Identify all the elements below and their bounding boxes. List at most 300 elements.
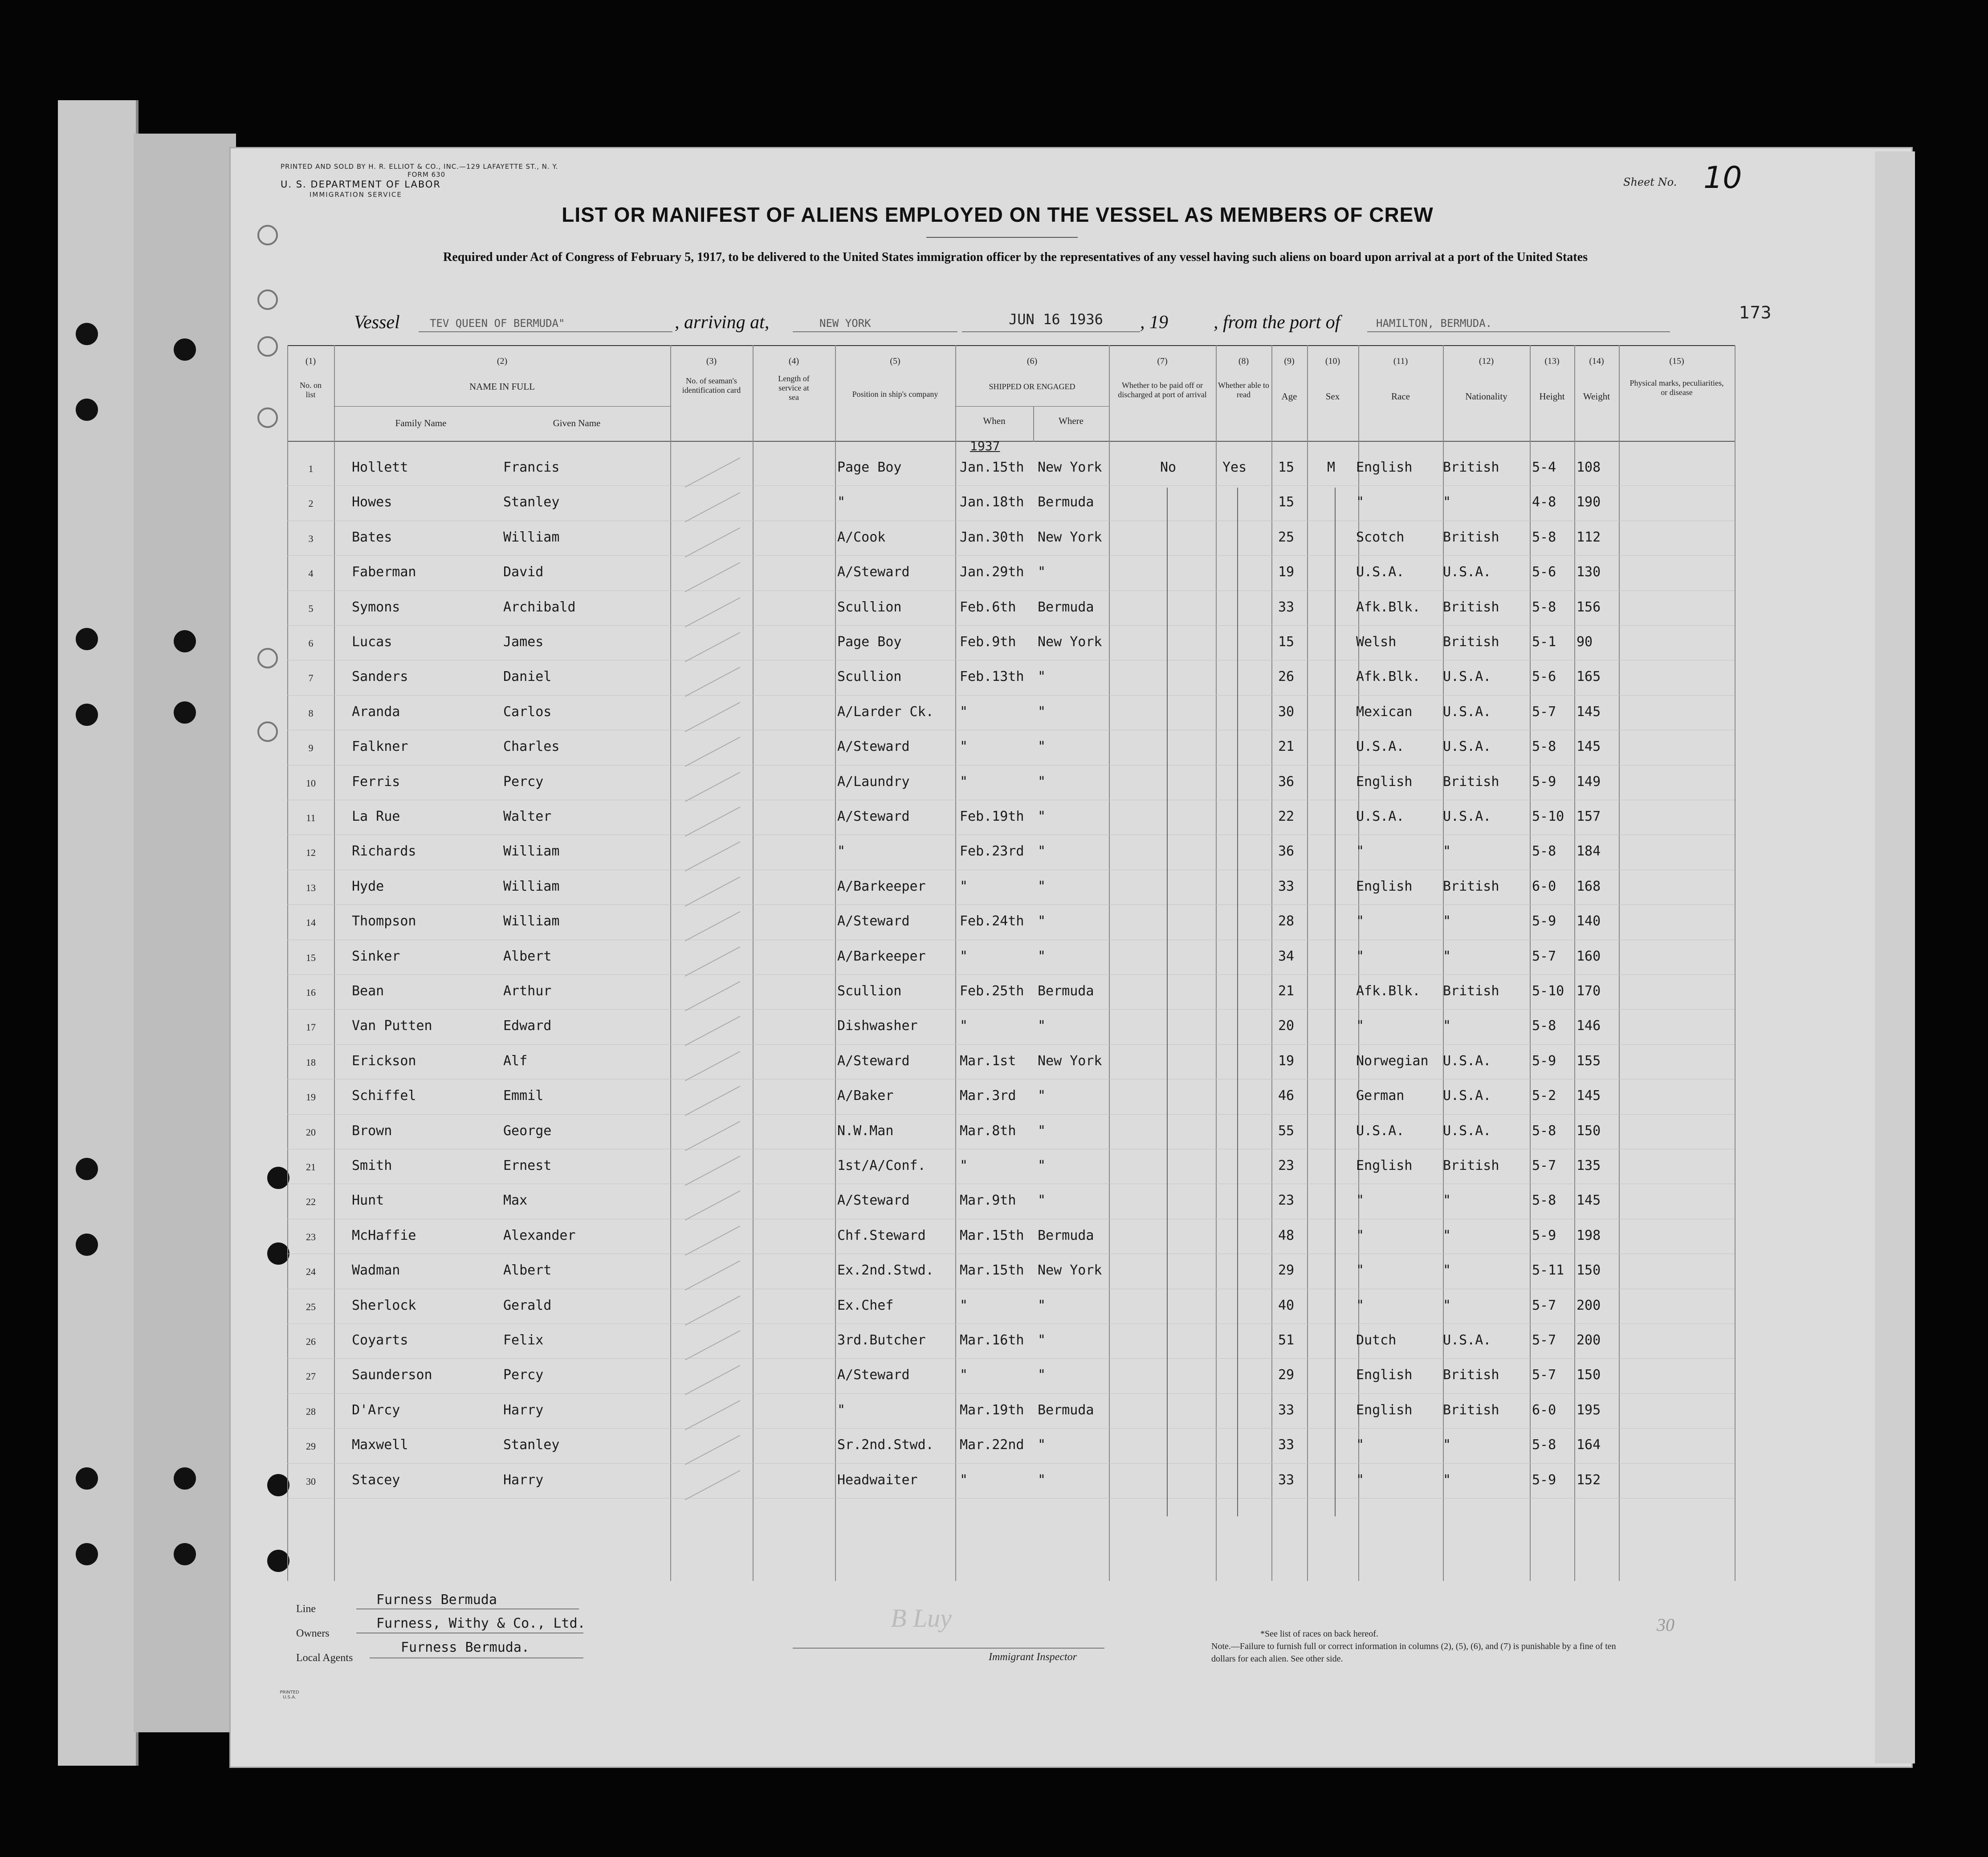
cell-given: Max	[503, 1193, 528, 1209]
cell-height: 5-7	[1532, 948, 1556, 964]
year-label: , 19	[1140, 312, 1168, 333]
cell-weight: 112	[1577, 529, 1601, 545]
cell-position: A/Barkeeper	[837, 948, 926, 964]
cell-where: "	[1038, 1123, 1046, 1139]
cell-family: Lucas	[352, 634, 392, 650]
cell-height: 5-9	[1532, 1227, 1556, 1243]
row-rule	[287, 625, 1735, 626]
col-number-13: (13)	[1544, 356, 1560, 366]
header-where: Where	[1059, 415, 1084, 426]
cell-nationality: "	[1443, 1018, 1451, 1034]
title-divider	[926, 237, 1078, 238]
row-rule	[287, 555, 1735, 556]
date-stamp: JUN 16 1936	[1009, 311, 1103, 328]
cell-position: Ex.Chef	[837, 1297, 894, 1313]
cell-position: A/Larder Ck.	[837, 704, 934, 720]
row-number: 5	[308, 603, 314, 614]
ditto-line-sex	[1335, 488, 1336, 1516]
cell-height: 5-8	[1532, 1193, 1556, 1209]
cell-weight: 184	[1577, 843, 1601, 859]
cell-race: Norwegian	[1356, 1053, 1429, 1069]
cell-where: New York	[1038, 1053, 1102, 1069]
header-shipped-or-engaged: SHIPPED OR ENGAGED	[989, 382, 1075, 391]
cell-position: Headwaiter	[837, 1472, 918, 1488]
cell-nationality: "	[1443, 948, 1451, 964]
cell-where: "	[1038, 739, 1046, 755]
col-number-11: (11)	[1393, 356, 1408, 366]
cell-age: 33	[1278, 1437, 1295, 1453]
cell-where: "	[1038, 1297, 1046, 1313]
row-number: 1	[308, 463, 314, 474]
col-number-2: (2)	[497, 356, 508, 366]
row-number: 16	[306, 987, 316, 998]
cell-where: "	[1038, 1437, 1046, 1453]
cell-when: "	[960, 948, 968, 964]
cell-height: 5-6	[1532, 669, 1556, 685]
cell-family: Erickson	[352, 1053, 416, 1069]
header-subrule	[955, 406, 1109, 407]
cell-age: 19	[1278, 564, 1295, 580]
row-number: 7	[308, 672, 314, 684]
table-header-rule	[287, 441, 1735, 442]
punch-hole	[257, 225, 278, 245]
header-paid-off: Whether to be paid off or discharged at port of arrival	[1118, 381, 1207, 399]
cell-given: David	[503, 564, 544, 580]
cell-weight: 145	[1577, 704, 1601, 720]
row-number: 8	[308, 707, 314, 719]
cell-where: "	[1038, 1332, 1046, 1348]
cell-nationality: "	[1443, 1227, 1451, 1243]
punch-hole	[257, 407, 278, 428]
cell-where: "	[1038, 1367, 1046, 1383]
cell-given: George	[503, 1123, 552, 1139]
cell-when: Mar.1st	[960, 1053, 1016, 1069]
header-physical-marks: Physical marks, peculiarities, or disease	[1630, 379, 1724, 397]
header-family-name: Family Name	[395, 418, 447, 428]
cell-nationality: U.S.A.	[1443, 564, 1491, 580]
cell-family: Symons	[352, 599, 400, 615]
header-race: Race	[1391, 391, 1410, 402]
cell-given: William	[503, 529, 560, 545]
cell-family: Smith	[352, 1158, 392, 1173]
cell-height: 5-10	[1532, 809, 1564, 824]
cell-height: 4-8	[1532, 494, 1556, 510]
cell-age: 33	[1278, 1472, 1295, 1488]
row-number: 25	[306, 1301, 316, 1312]
binder-hole	[76, 1467, 98, 1490]
cell-when: Mar.3rd	[960, 1088, 1016, 1104]
cell-age: 36	[1278, 774, 1295, 790]
row-rule	[287, 765, 1735, 766]
cell-given: Walter	[503, 809, 552, 824]
cell-position: Chf.Steward	[837, 1227, 926, 1243]
row-rule	[287, 1114, 1735, 1115]
row-rule	[287, 1358, 1735, 1359]
cell-height: 5-8	[1532, 1018, 1556, 1034]
cell-weight: 200	[1577, 1297, 1601, 1313]
cell-race: English	[1356, 774, 1413, 790]
cell-race: "	[1356, 1262, 1365, 1279]
cell-given: Gerald	[503, 1297, 552, 1313]
cell-age: 40	[1278, 1297, 1295, 1313]
cell-height: 5-8	[1532, 1123, 1556, 1139]
cell-family: Stacey	[352, 1472, 400, 1488]
cell-family: Thompson	[352, 913, 416, 929]
row-rule	[287, 1498, 1735, 1499]
cell-weight: 145	[1577, 739, 1601, 755]
cell-weight: 146	[1577, 1018, 1601, 1034]
cell-read: Yes	[1222, 460, 1247, 475]
cell-given: Emmil	[503, 1088, 544, 1104]
page-number: 173	[1739, 303, 1772, 322]
cell-family: D'Arcy	[352, 1402, 400, 1418]
cell-when: Feb.24th	[960, 913, 1024, 929]
cell-where: "	[1038, 564, 1046, 580]
cell-nationality: "	[1443, 1472, 1451, 1488]
cell-nationality: "	[1443, 494, 1451, 510]
cell-when: Mar.16th	[960, 1332, 1024, 1348]
cell-nationality: British	[1443, 599, 1499, 615]
cell-age: 15	[1278, 460, 1295, 475]
cell-race: "	[1356, 1297, 1365, 1313]
cell-age: 23	[1278, 1158, 1295, 1173]
col-number-7: (7)	[1157, 356, 1168, 366]
cell-when: Mar.8th	[960, 1123, 1016, 1139]
cell-family: Hyde	[352, 878, 384, 894]
page-subtitle: Required under Act of Congress of February 5, 1917, to be delivered to the United States immigration officer by the representatives of any vessel having such aliens on board upon arrival at a port of the United States	[443, 250, 1588, 264]
cell-where: Bermuda	[1038, 1227, 1094, 1243]
cell-when: "	[960, 1297, 968, 1313]
cell-nationality: U.S.A.	[1443, 1332, 1491, 1348]
cell-weight: 190	[1577, 494, 1601, 510]
cell-family: La Rue	[352, 809, 400, 824]
row-number: 2	[308, 498, 314, 509]
cell-position: A/Steward	[837, 564, 910, 580]
row-rule	[287, 1009, 1735, 1010]
cell-race: English	[1356, 1158, 1413, 1173]
cell-race: U.S.A.	[1356, 564, 1405, 580]
row-number: 28	[306, 1405, 316, 1417]
cell-age: 15	[1278, 494, 1295, 510]
row-number: 30	[306, 1475, 316, 1487]
cell-family: Maxwell	[352, 1437, 408, 1453]
cell-weight: 157	[1577, 809, 1601, 824]
from-underline	[1367, 331, 1670, 332]
races-note: *See list of races on back hereof.	[1260, 1629, 1378, 1639]
cell-where: "	[1038, 704, 1046, 720]
cell-where: Bermuda	[1038, 494, 1094, 510]
binder-hole	[174, 1543, 196, 1565]
row-rule	[287, 974, 1735, 975]
cell-weight: 90	[1577, 634, 1593, 650]
binder-hole	[76, 1234, 98, 1256]
cell-when: Feb.13th	[960, 669, 1024, 685]
local-agents-value: Furness Bermuda.	[401, 1640, 530, 1655]
cell-family: Faberman	[352, 564, 416, 580]
cell-when: Jan.30th	[960, 529, 1024, 545]
cell-position: Scullion	[837, 599, 902, 615]
cell-when: "	[960, 739, 968, 755]
cell-nationality: British	[1443, 1158, 1499, 1173]
cell-where: "	[1038, 1193, 1046, 1209]
arriving-port: NEW YORK	[819, 317, 871, 330]
cell-given: Alexander	[503, 1227, 576, 1243]
cell-position: 3rd.Butcher	[837, 1332, 926, 1348]
cell-when: "	[960, 774, 968, 790]
cell-where: "	[1038, 913, 1046, 929]
cell-nationality: "	[1443, 1437, 1451, 1453]
cell-nationality: "	[1443, 1193, 1451, 1209]
cell-weight: 198	[1577, 1227, 1601, 1243]
from-port: HAMILTON, BERMUDA.	[1376, 317, 1492, 330]
col-number-6: (6)	[1027, 356, 1038, 366]
cell-race: "	[1356, 913, 1365, 929]
cell-height: 5-7	[1532, 1158, 1556, 1173]
backing-sheet-inner	[134, 134, 236, 1732]
inspector-underline	[793, 1648, 1104, 1649]
cell-race: Welsh	[1356, 634, 1397, 650]
line-label: Line	[296, 1603, 316, 1615]
header-no-on-list: No. on list	[300, 381, 322, 399]
column-rule	[1307, 345, 1308, 1581]
cell-age: 29	[1278, 1367, 1295, 1383]
row-rule	[287, 590, 1735, 591]
col-number-3: (3)	[706, 356, 717, 366]
cell-given: Daniel	[503, 669, 552, 685]
local-agents-underline	[370, 1657, 583, 1658]
cell-nationality: British	[1443, 983, 1499, 999]
pencil-mark: 30	[1657, 1615, 1674, 1635]
right-edge-strip	[1875, 151, 1915, 1763]
cell-nationality: British	[1443, 634, 1499, 650]
column-rule	[955, 345, 956, 1581]
cell-nationality: "	[1443, 1297, 1451, 1313]
col-number-15: (15)	[1669, 356, 1684, 366]
penalty-note: Note.—Failure to furnish full or correct information in columns (2), (5), (6), and (7) is punishable by a fine of ten dollars for each alien. See other side.	[1211, 1641, 1616, 1664]
cell-height: 5-8	[1532, 843, 1556, 859]
header-age: Age	[1281, 391, 1297, 402]
binder-hole	[267, 1242, 289, 1265]
column-rule	[1109, 345, 1110, 1581]
cell-age: 28	[1278, 913, 1295, 929]
row-number: 15	[306, 952, 316, 963]
cell-family: Schiffel	[352, 1088, 416, 1104]
cell-family: Bates	[352, 529, 392, 545]
cell-position: "	[837, 1402, 846, 1418]
cell-age: 26	[1278, 669, 1295, 685]
cell-where: "	[1038, 843, 1046, 859]
column-rule	[1271, 345, 1272, 1581]
cell-height: 5-7	[1532, 1297, 1556, 1313]
date-underline	[962, 331, 1140, 332]
col-number-14: (14)	[1589, 356, 1604, 366]
row-rule	[287, 904, 1735, 905]
cell-family: Aranda	[352, 704, 400, 720]
row-number: 13	[306, 882, 316, 893]
cell-position: Dishwasher	[837, 1018, 918, 1034]
cell-age: 25	[1278, 529, 1295, 545]
cell-race: U.S.A.	[1356, 1123, 1405, 1139]
cell-weight: 135	[1577, 1158, 1601, 1173]
cell-where: "	[1038, 809, 1046, 824]
row-number: 11	[306, 812, 316, 823]
cell-race: Afk.Blk.	[1356, 599, 1421, 615]
cell-given: Percy	[503, 1367, 544, 1383]
cell-height: 5-9	[1532, 1053, 1556, 1069]
cell-weight: 200	[1577, 1332, 1601, 1348]
cell-family: Richards	[352, 843, 416, 859]
cell-family: Sherlock	[352, 1297, 416, 1313]
cell-given: William	[503, 878, 560, 894]
cell-when: Jan.18th	[960, 494, 1024, 510]
cell-position: "	[837, 843, 846, 859]
cell-race: U.S.A.	[1356, 809, 1405, 824]
cell-when: "	[960, 878, 968, 894]
cell-position: A/Steward	[837, 1367, 910, 1383]
header-name-in-full: NAME IN FULL	[469, 381, 535, 392]
cell-nationality: "	[1443, 913, 1451, 929]
col-number-8: (8)	[1238, 356, 1249, 366]
cell-height: 5-8	[1532, 599, 1556, 615]
cell-given: Carlos	[503, 704, 552, 720]
cell-given: James	[503, 634, 544, 650]
cell-position: Ex.2nd.Stwd.	[837, 1262, 934, 1279]
cell-when: Mar.22nd	[960, 1437, 1024, 1453]
cell-where: Bermuda	[1038, 983, 1094, 999]
cell-weight: 156	[1577, 599, 1601, 615]
row-number: 9	[308, 742, 314, 754]
col-number-4: (4)	[788, 356, 799, 366]
binder-hole	[174, 338, 196, 361]
cell-where: Bermuda	[1038, 1402, 1094, 1418]
cell-given: Albert	[503, 948, 552, 964]
cell-race: English	[1356, 1402, 1413, 1418]
cell-age: 21	[1278, 983, 1295, 999]
cell-nationality: U.S.A.	[1443, 1123, 1491, 1139]
cell-weight: 145	[1577, 1088, 1601, 1104]
cell-weight: 108	[1577, 460, 1601, 475]
vessel-label: Vessel	[354, 312, 400, 333]
cell-position: A/Cook	[837, 529, 886, 545]
cell-given: William	[503, 843, 560, 859]
row-rule	[287, 1393, 1735, 1394]
printed-mark: PRINTED U.S.A.	[280, 1690, 299, 1700]
cell-where: "	[1038, 1088, 1046, 1104]
cell-age: 23	[1278, 1193, 1295, 1209]
cell-nationality: British	[1443, 1367, 1499, 1383]
cell-where: New York	[1038, 634, 1102, 650]
cell-where: New York	[1038, 1262, 1102, 1279]
cell-height: 5-6	[1532, 564, 1556, 580]
punch-hole	[257, 336, 278, 357]
header-sex: Sex	[1325, 391, 1340, 402]
binder-hole	[76, 628, 98, 650]
inspector-signature: B Luy	[891, 1604, 952, 1633]
row-number: 22	[306, 1196, 316, 1208]
cell-age: 34	[1278, 948, 1295, 964]
cell-age: 29	[1278, 1262, 1295, 1279]
header-nationality: Nationality	[1465, 391, 1507, 402]
col-number-12: (12)	[1479, 356, 1494, 366]
cell-position: Scullion	[837, 669, 902, 685]
row-number: 3	[308, 533, 314, 544]
cell-family: Saunderson	[352, 1367, 432, 1383]
cell-where: "	[1038, 1472, 1046, 1488]
cell-nationality: U.S.A.	[1443, 1053, 1491, 1069]
cell-race: Scotch	[1356, 529, 1405, 545]
punch-hole	[257, 648, 278, 668]
cell-nationality: U.S.A.	[1443, 1088, 1491, 1104]
cell-when: "	[960, 1158, 968, 1173]
row-number: 26	[306, 1336, 316, 1347]
row-number: 23	[306, 1231, 316, 1242]
cell-weight: 195	[1577, 1402, 1601, 1418]
cell-nationality: "	[1443, 1262, 1451, 1279]
cell-age: 33	[1278, 599, 1295, 615]
cell-given: Stanley	[503, 1437, 560, 1453]
cell-when: Feb.9th	[960, 634, 1016, 650]
cell-nationality: U.S.A.	[1443, 669, 1491, 685]
cell-given: William	[503, 913, 560, 929]
cell-nationality: British	[1443, 460, 1499, 475]
cell-weight: 149	[1577, 774, 1601, 790]
cell-position: "	[837, 494, 846, 510]
binder-hole	[76, 1158, 98, 1180]
cell-family: Wadman	[352, 1262, 400, 1279]
cell-position: Page Boy	[837, 634, 902, 650]
cell-nationality: British	[1443, 529, 1499, 545]
cell-height: 5-1	[1532, 634, 1556, 650]
column-rule	[835, 345, 836, 1581]
cell-where: "	[1038, 774, 1046, 790]
cell-height: 5-2	[1532, 1088, 1556, 1104]
col-number-5: (5)	[890, 356, 900, 366]
row-number: 27	[306, 1371, 316, 1382]
cell-given: Francis	[503, 460, 560, 475]
row-number: 4	[308, 568, 314, 579]
cell-age: 55	[1278, 1123, 1295, 1139]
sheet-number-label: Sheet No.	[1623, 176, 1677, 188]
cell-when: Mar.19th	[960, 1402, 1024, 1418]
cell-height: 6-0	[1532, 878, 1556, 894]
backing-sheet	[58, 100, 139, 1766]
cell-race: Dutch	[1356, 1332, 1397, 1348]
cell-nationality: U.S.A.	[1443, 739, 1491, 755]
cell-given: Albert	[503, 1262, 552, 1279]
cell-where: "	[1038, 878, 1046, 894]
table-top-rule	[287, 345, 1735, 346]
cell-paid: No	[1160, 460, 1177, 475]
cell-height: 5-9	[1532, 1472, 1556, 1488]
row-rule	[287, 695, 1735, 696]
row-number: 14	[306, 917, 316, 928]
cell-age: 48	[1278, 1227, 1295, 1243]
cell-race: German	[1356, 1088, 1405, 1104]
header-weight: Weight	[1583, 391, 1610, 402]
cell-when: Jan.29th	[960, 564, 1024, 580]
cell-race: "	[1356, 1227, 1365, 1243]
cell-position: A/Steward	[837, 739, 910, 755]
cell-given: Ernest	[503, 1158, 552, 1173]
cell-age: 51	[1278, 1332, 1295, 1348]
cell-age: 36	[1278, 843, 1295, 859]
cell-weight: 164	[1577, 1437, 1601, 1453]
owners-label: Owners	[296, 1628, 330, 1639]
cell-given: Alf	[503, 1053, 528, 1069]
cell-where: New York	[1038, 529, 1102, 545]
cell-given: Arthur	[503, 983, 552, 999]
row-rule	[287, 1044, 1735, 1045]
